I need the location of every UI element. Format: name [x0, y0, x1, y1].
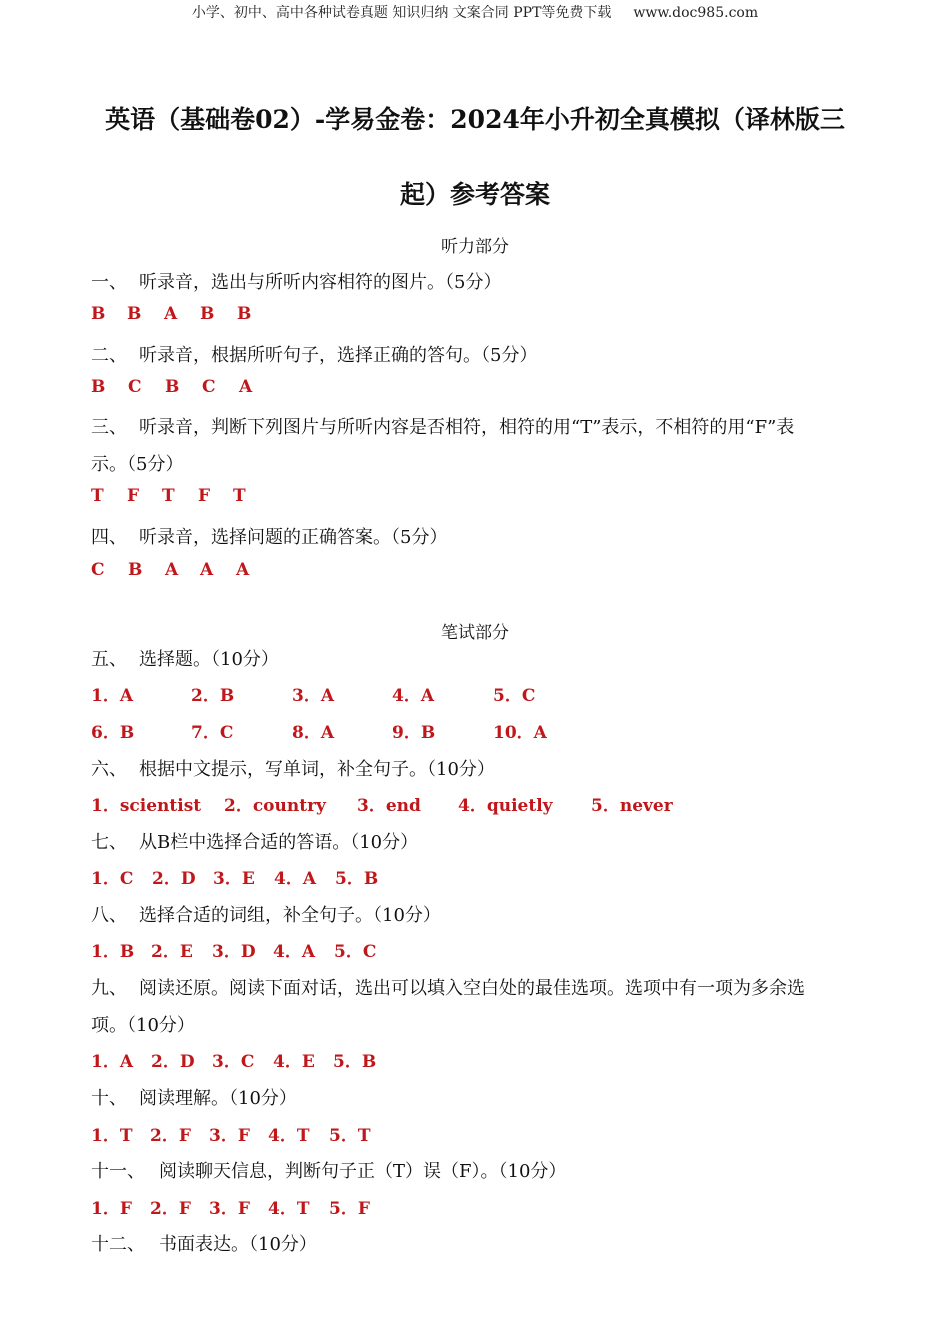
question-number: 四、 [91, 527, 127, 548]
question-text: 书面表达。（10分） [159, 1234, 317, 1255]
answer: 7．C [191, 723, 234, 743]
question-text: 听录音，根据所听句子，选择正确的答句。（5分） [139, 345, 538, 366]
answers-5-row-1 [91, 681, 535, 706]
question-text: 根据中文提示，写单词，补全句子。（10分） [139, 759, 495, 780]
answer: 4．T [268, 1126, 310, 1146]
answer: 5．C [493, 686, 536, 706]
answers-1 [91, 304, 251, 324]
answer: C [91, 560, 105, 580]
answer: B [91, 377, 106, 397]
answer: B [237, 304, 252, 324]
answer: F [127, 486, 140, 506]
answer: 1．A [91, 1052, 134, 1072]
question-text: 听录音，选择问题的正确答案。（5分） [139, 527, 448, 548]
answer: 2．D [151, 1052, 195, 1072]
answer: 4．E [273, 1052, 315, 1072]
answer: 2．B [191, 686, 235, 706]
answer: 1．T [91, 1126, 133, 1146]
answer: 1．F [91, 1199, 132, 1219]
title-line-1: 英语（基础卷02）-学易金卷：2024年小升初全真模拟（译林版三 [105, 105, 845, 134]
question-3-continued: 示。（5分） [91, 454, 184, 475]
question-text: 听录音，选出与所听内容相符的图片。（5分） [139, 272, 502, 293]
question-4 [91, 523, 447, 549]
answer: 5．B [333, 1052, 377, 1072]
question-text: 选择题。（10分） [139, 649, 279, 670]
answer: 4．A [392, 686, 435, 706]
answer: 4．T [268, 1199, 310, 1219]
question-text: 阅读聊天信息，判断句子正（T）误（F）。（10分） [159, 1161, 567, 1182]
answer: A [165, 560, 179, 580]
question-number: 五、 [91, 649, 127, 670]
question-9 [91, 974, 805, 1000]
section-writing: 笔试部分 [441, 623, 509, 643]
answer: 2．F [150, 1199, 191, 1219]
answers-8 [91, 937, 376, 962]
answer: 6．B [91, 723, 135, 743]
answer: 3．F [209, 1126, 250, 1146]
answer: 4．A [273, 942, 316, 962]
question-number: 十一、 [91, 1161, 145, 1182]
answers-6 [91, 791, 673, 816]
question-number: 六、 [91, 759, 127, 780]
answer: 3．F [209, 1199, 250, 1219]
answer: 9．B [392, 723, 436, 743]
answer: B [91, 304, 106, 324]
answers-2 [91, 377, 252, 397]
question-text: 阅读理解。（10分） [139, 1088, 297, 1109]
answer: A [239, 377, 253, 397]
header-site: www.doc985.com [633, 5, 759, 21]
answers-11 [91, 1194, 370, 1219]
answers-5-row-2 [91, 718, 547, 743]
question-number: 八、 [91, 905, 127, 926]
question-text: 阅读还原。阅读下面对话，选出可以填入空白处的最佳选项。选项中有一项为多余选 [139, 978, 805, 999]
answer: A [236, 560, 250, 580]
answer: 5．F [329, 1199, 370, 1219]
answers-4 [91, 560, 249, 580]
question-5 [91, 645, 279, 671]
question-12 [91, 1230, 317, 1256]
answer: 3．A [292, 686, 335, 706]
question-7 [91, 828, 418, 854]
answer: F [198, 486, 211, 506]
answer: 2．E [151, 942, 193, 962]
question-10 [91, 1084, 297, 1110]
answer: 1．C [91, 869, 134, 889]
answer: T [233, 486, 246, 506]
answer: B [200, 304, 215, 324]
answer: 10．A [493, 723, 547, 743]
answers-9 [91, 1047, 376, 1072]
question-9-continued: 项。（10分） [91, 1015, 195, 1036]
question-number: 三、 [91, 417, 127, 438]
answer: 3．D [212, 942, 256, 962]
answer: B [127, 304, 142, 324]
question-text: 听录音，判断下列图片与所听内容是否相符，相符的用“T”表示，不相符的用“F”表 [139, 417, 795, 438]
question-number: 十二、 [91, 1234, 145, 1255]
answer: C [202, 377, 216, 397]
answer: 3．E [213, 869, 255, 889]
question-number: 二、 [91, 345, 127, 366]
answer: 1．B [91, 942, 135, 962]
question-3 [91, 413, 794, 439]
answer: A [164, 304, 178, 324]
answer: 2．country [224, 796, 326, 816]
answers-3 [91, 486, 246, 506]
answer: 1．scientist [91, 796, 202, 816]
answer: 5．T [329, 1126, 371, 1146]
section-listening: 听力部分 [441, 237, 509, 257]
answer: B [165, 377, 180, 397]
answer: 2．F [150, 1126, 191, 1146]
answer: B [128, 560, 143, 580]
question-text: 从B栏中选择合适的答语。（10分） [139, 832, 419, 853]
question-11 [91, 1157, 566, 1183]
answers-7 [91, 864, 378, 889]
question-number: 七、 [91, 832, 127, 853]
question-number: 一、 [91, 272, 127, 293]
answer: C [128, 377, 142, 397]
answer: 1．A [91, 686, 134, 706]
answer: 3．C [212, 1052, 255, 1072]
question-number: 十、 [91, 1088, 127, 1109]
question-8 [91, 901, 441, 927]
answer: A [200, 560, 214, 580]
question-2 [91, 341, 537, 367]
answer: 2．D [152, 869, 196, 889]
answer: 4．quietly [458, 796, 553, 816]
question-text: 选择合适的词组，补全句子。（10分） [139, 905, 441, 926]
question-number: 九、 [91, 978, 127, 999]
question-1 [91, 268, 501, 294]
answer: 5．C [334, 942, 377, 962]
answer: 8．A [292, 723, 335, 743]
title-line-2: 起）参考答案 [399, 180, 550, 209]
page-header [0, 2, 950, 22]
answer: 5．never [591, 796, 673, 816]
answer: 4．A [274, 869, 317, 889]
answers-10 [91, 1121, 370, 1146]
question-6 [91, 755, 495, 781]
answer: 3．end [357, 796, 421, 816]
header-text: 小学、初中、高中各种试卷真题 知识归纳 文案合同 PPT等免费下载 [191, 5, 612, 21]
answer: T [162, 486, 175, 506]
answer: T [91, 486, 104, 506]
answer: 5．B [335, 869, 379, 889]
